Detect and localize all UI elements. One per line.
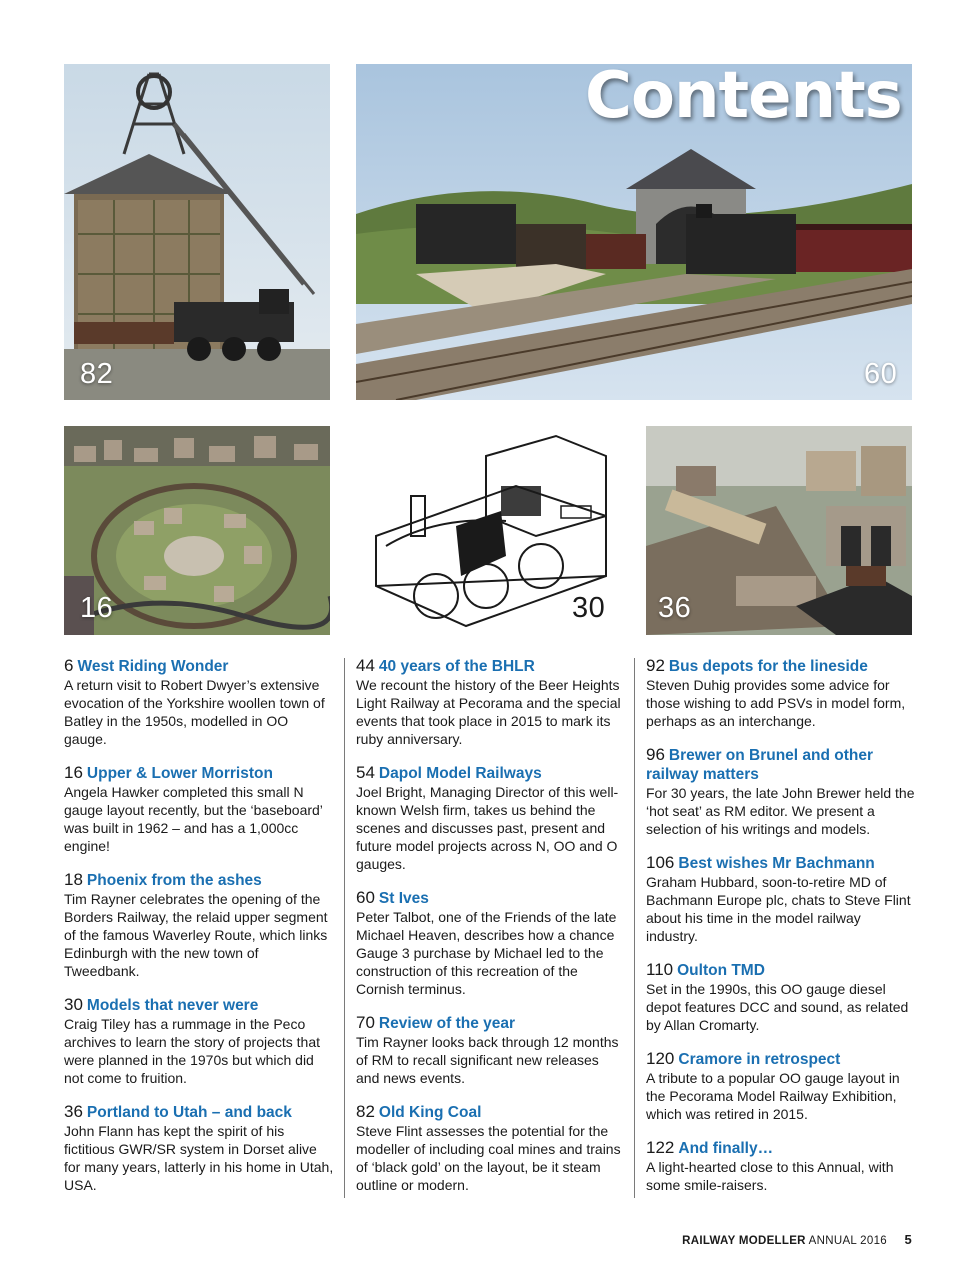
- entry-title: Cramore in retrospect: [678, 1051, 841, 1068]
- entry-page-number: 44: [356, 656, 375, 675]
- entry-description: A light-hearted close to this Annual, with some smile-raisers.: [646, 1159, 894, 1193]
- entry-page-number: 54: [356, 763, 375, 782]
- entry-description: A tribute to a popular OO gauge layout in the Pecorama Model Railway Exhibition, which was retired in 2015.: [646, 1070, 900, 1122]
- photo-number-morriston: 16: [80, 592, 114, 624]
- contents-entry[interactable]: [356, 888, 626, 998]
- photo-number-st-ives: 60: [864, 358, 898, 390]
- entry-description: Tim Rayner celebrates the opening of the Borders Railway, the relaid upper segment of the famous Waverley Route, which links Edinburgh with the new town of Tweedbank.: [64, 891, 328, 979]
- page-title: Contents: [585, 59, 902, 133]
- entry-description: Graham Hubbard, soon-to-retire MD of Bachmann Europe plc, chats to Steve Flint about his time in the model railway industry.: [646, 874, 911, 944]
- contents-entry[interactable]: [64, 1102, 334, 1194]
- entry-description: Craig Tiley has a rummage in the Peco archives to learn the story of projects that were planned in the 1970s but which did not come to fruition.: [64, 1016, 321, 1086]
- entry-page-number: 60: [356, 888, 375, 907]
- contents-entry[interactable]: [646, 853, 916, 945]
- entry-title: Dapol Model Railways: [378, 765, 542, 782]
- entry-page-number: 106: [646, 853, 675, 872]
- page-number: 5: [904, 1232, 912, 1247]
- contents-entry[interactable]: [646, 1138, 916, 1194]
- entry-title: West Riding Wonder: [77, 658, 229, 675]
- entry-page-number: 82: [356, 1102, 375, 1121]
- entry-description: For 30 years, the late John Brewer held the ‘hot seat’ as RM editor. We present a selection of his writings and models.: [646, 785, 915, 837]
- entry-title: Oulton TMD: [677, 962, 765, 979]
- contents-column-1: [64, 656, 334, 1209]
- entry-title: Review of the year: [378, 1015, 516, 1032]
- contents-entry[interactable]: [64, 763, 334, 855]
- contents-entry[interactable]: [646, 960, 916, 1034]
- entry-page-number: 96: [646, 745, 665, 764]
- entry-title: Bus depots for the lineside: [668, 658, 868, 675]
- contents-entry[interactable]: [64, 870, 334, 980]
- contents-entry[interactable]: [646, 745, 916, 838]
- entry-page-number: 6: [64, 656, 74, 675]
- entry-description: Set in the 1990s, this OO gauge diesel depot features DCC and sound, as related by Allan Cromarty.: [646, 981, 909, 1033]
- entry-description: Peter Talbot, one of the Friends of the late Michael Heaven, describes how a chance Gauge 3 purchase by Michael led to the construction of this recreation of the Cornish terminus.: [356, 909, 617, 997]
- entry-title: Best wishes Mr Bachmann: [678, 855, 875, 872]
- entry-title: Phoenix from the ashes: [86, 872, 262, 889]
- entry-description: Steve Flint assesses the potential for the modeller of including coal mines and trains of ‘black gold’ on the layout, be it steam outline or modern.: [356, 1123, 621, 1193]
- contents-column-3: [646, 656, 916, 1209]
- entry-title: Brewer on Brunel and other railway matters: [646, 747, 874, 783]
- contents-entry[interactable]: [646, 1049, 916, 1123]
- entry-description: Joel Bright, Managing Director of this well-known Welsh firm, takes us behind the scenes and discusses past, present and future model projects across N, OO and O gauges.: [356, 784, 619, 872]
- contents-entry[interactable]: [356, 763, 626, 873]
- entry-page-number: 92: [646, 656, 665, 675]
- entry-page-number: 120: [646, 1049, 675, 1068]
- entry-page-number: 16: [64, 763, 83, 782]
- entry-title: And finally…: [678, 1140, 774, 1157]
- entry-title: Old King Coal: [378, 1104, 482, 1121]
- entry-description: Angela Hawker completed this small N gauge layout recently, but the ‘baseboard’ was built in 1962 – and has a 1,000cc engine!: [64, 784, 323, 854]
- entry-page-number: 110: [646, 960, 674, 979]
- column-divider-1: [344, 658, 345, 1198]
- entry-title: Models that never were: [86, 997, 259, 1014]
- photo-number-portland: 36: [658, 592, 692, 624]
- photo-number-colliery: 82: [80, 358, 114, 390]
- entry-page-number: 18: [64, 870, 83, 889]
- issue-name: ANNUAL 2016: [808, 1235, 887, 1247]
- page-footer: [682, 1232, 912, 1247]
- photo-number-drawing: 30: [572, 592, 606, 624]
- photo-colliery: [64, 64, 330, 400]
- entry-description: A return visit to Robert Dwyer’s extensive evocation of the Yorkshire woollen town of Batley in the 1950s, modelled in OO gauge.: [64, 677, 325, 747]
- contents-entry[interactable]: [356, 656, 626, 748]
- entry-description: We recount the history of the Beer Heights Light Railway at Pecorama and the special events that took place in 2015 to mark its ruby anniversary.: [356, 677, 621, 747]
- entry-title: 40 years of the BHLR: [378, 658, 535, 675]
- contents-entry[interactable]: [356, 1013, 626, 1087]
- contents-entry[interactable]: [64, 656, 334, 748]
- contents-entry[interactable]: [646, 656, 916, 730]
- contents-column-2: [356, 656, 626, 1209]
- entry-description: John Flann has kept the spirit of his fictitious GWR/SR system in Dorset alive for many years, latterly in his home in Utah, USA.: [64, 1123, 334, 1193]
- entry-description: Steven Duhig provides some advice for those wishing to add PSVs in model form, perhaps as an interchange.: [646, 677, 906, 729]
- entry-title: St Ives: [378, 890, 429, 907]
- entry-page-number: 70: [356, 1013, 375, 1032]
- entry-page-number: 30: [64, 995, 83, 1014]
- entry-description: Tim Rayner looks back through 12 months of RM to recall significant new releases and news events.: [356, 1034, 619, 1086]
- entry-title: Portland to Utah – and back: [86, 1104, 292, 1121]
- entry-page-number: 36: [64, 1102, 83, 1121]
- entry-page-number: 122: [646, 1138, 675, 1157]
- column-divider-2: [634, 658, 635, 1198]
- contents-entry[interactable]: [356, 1102, 626, 1194]
- magazine-name: RAILWAY MODELLER: [682, 1235, 806, 1247]
- contents-entry[interactable]: [64, 995, 334, 1087]
- entry-title: Upper & Lower Morriston: [86, 765, 273, 782]
